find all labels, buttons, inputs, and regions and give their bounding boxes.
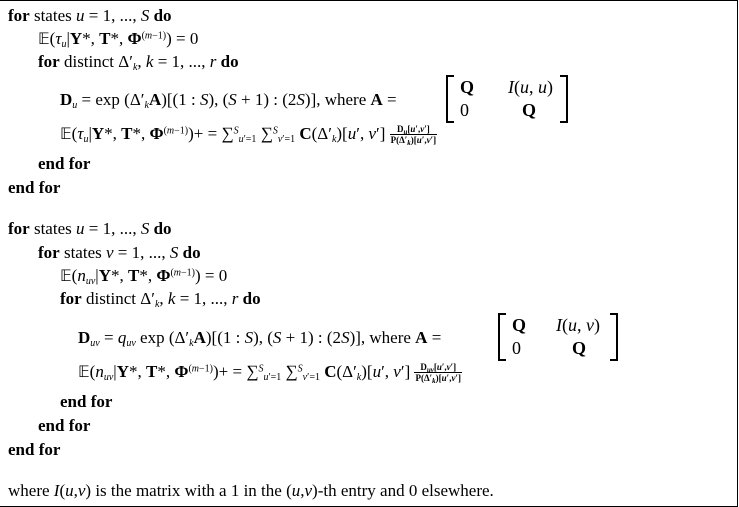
b1-du-definition: $D_u = \exp (\Delta'_kA)[(1$ : S), (S + 1) : (2S)], where A = <box>60 90 397 111</box>
b2-duv-definition: $D_{uv} = q_{uv}$ $\exp (\Delta'_kA)[(1$ : S), (S + 1) : (2S)], where A = <box>78 328 442 349</box>
b1-expectation-init: $𝔼(\tau_u|Y*$, T*, $\Phi^{(m-1)}) = 0$ <box>38 29 199 50</box>
b1-expectation-update: $𝔼(\tau_u|Y*$, T*, $\Phi^{(m-1)})+ = \sum^S_{u'=1}$ ∑$^S_{v'=1}$ $C(\Delta'_k)[u'$, v′] $\frac{D_u[u',v']}{P(\Delta'_k)[u',v']}$ <box>60 124 437 148</box>
b2-for-states-v-line: for states v = 1, ..., S do <box>38 243 201 262</box>
b1-matrix-a: Q I(u, u) 0 Q <box>446 75 568 123</box>
b2-end-for-distinct: end for <box>60 392 113 411</box>
b1-for-states-line: for states u = 1, ..., S do <box>8 6 172 25</box>
footnote: where I(u,v) is the matrix with a 1 in the (u,v)-th entry and 0 elsewhere. <box>8 481 494 500</box>
b1-end-for-outer: end for <box>8 178 61 197</box>
b1-end-for-inner: end for <box>38 154 91 173</box>
b2-expectation-init: $𝔼(n_{uv}|Y*$, T*, $\Phi^{(m-1)}) = 0$ <box>60 266 228 287</box>
b2-for-distinct-line: for distinct $\Delta'_k$, k = 1, ..., r do <box>60 289 261 310</box>
b2-end-for-u: end for <box>8 440 61 459</box>
b2-for-states-u-line: for states u = 1, ..., S do <box>8 219 172 238</box>
b2-matrix-a: Q I(u, v) 0 Q <box>498 313 618 361</box>
b2-expectation-update: $𝔼(n_{uv}|Y*$, T*, $\Phi^{(m-1)})+ = \sum^S_{u'=1}$ ∑$^S_{v'=1}$ $C(\Delta'_k)[u'$, v′] $\frac{D_{uv}[u',v']}{P(\Delta'_k)[u',v']}$ <box>78 362 461 386</box>
b1-for-distinct-line: for distinct $\Delta'_k$, k = 1, ..., r do <box>38 52 239 73</box>
b2-end-for-v: end for <box>38 416 91 435</box>
